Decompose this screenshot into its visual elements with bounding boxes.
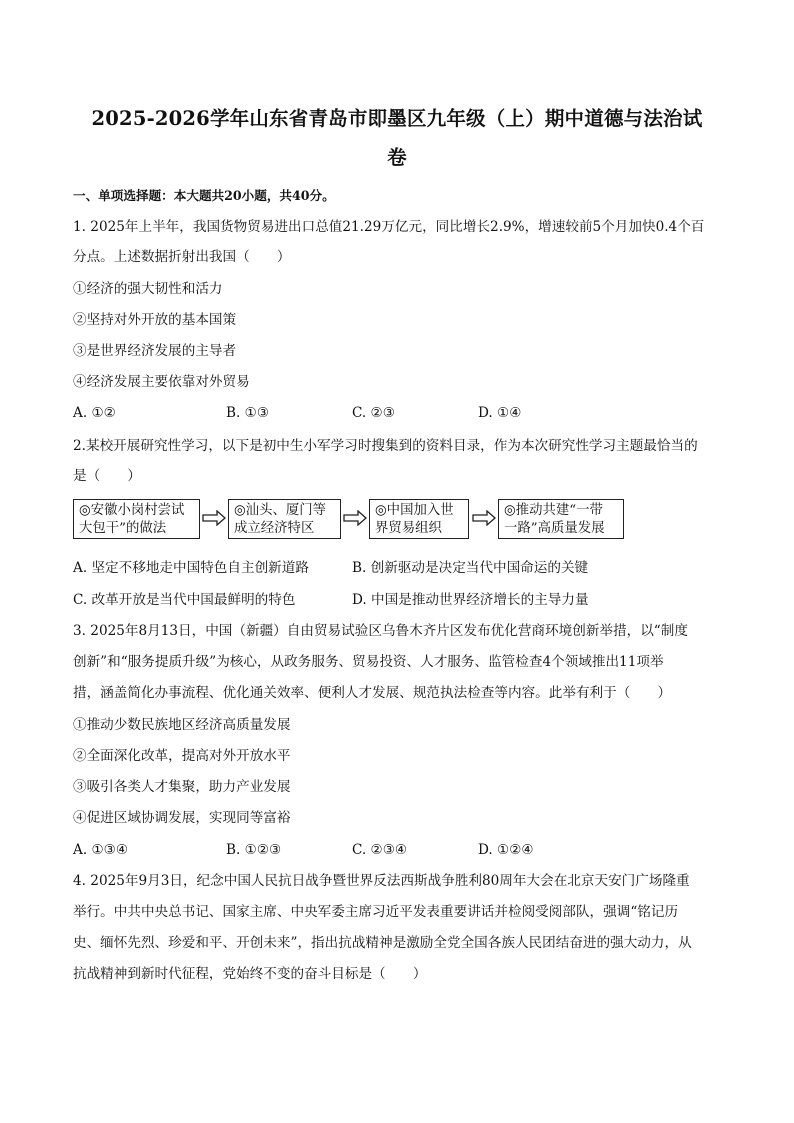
q3-item-4: ④促进区域协调发展，实现同等富裕	[73, 810, 291, 826]
flow-box-2-line2: 成立经济特区	[234, 521, 315, 536]
flow-arrow-icon	[472, 510, 496, 526]
q3-option-c: C. ②③④	[352, 842, 408, 858]
q3-option-a: A. ①③④	[73, 842, 129, 858]
q3-option-d: D. ①②④	[478, 842, 534, 858]
flow-box-1-line1: ◎安徽小岗村尝试	[79, 503, 185, 518]
q3-item-2: ②全面深化改革，提高对外开放水平	[73, 748, 291, 764]
q1-item-2: ②坚持对外开放的基本国策	[73, 312, 237, 328]
q3-stem-line2: 创新”和“服务提质升级”为核心，从政务服务、贸易投资、人才服务、监管检查4个领域推出11项举	[73, 654, 664, 670]
flow-arrow-icon	[343, 510, 367, 526]
q2-flow-diagram	[73, 499, 633, 545]
q2-stem-line2: 是（ ）	[73, 468, 141, 484]
q2-option-a: A. 坚定不移地走中国特色自主创新道路	[73, 560, 309, 576]
q2-option-c: C. 改革开放是当代中国最鲜明的特色	[73, 592, 296, 608]
flow-box-2-line1: ◎汕头、厦门等	[234, 503, 327, 518]
q2-stem-line1: 2.某校开展研究性学习，以下是初中生小军学习时搜集到的资料目录，作为本次研究性学习主题最恰当的	[73, 438, 698, 454]
exam-title-line1: 2025-2026学年山东省青岛市即墨区九年级（上）期中道德与法治试	[91, 107, 703, 130]
flow-box-1-line2: 大包干”的做法	[79, 521, 167, 536]
section-heading: 一、单项选择题：本大题共20小题，共40分。	[73, 188, 335, 203]
q1-option-b: B. ①③	[226, 405, 270, 421]
flow-box-1	[73, 499, 200, 539]
flow-box-4-line1: ◎推动共建“一带	[504, 503, 603, 518]
flow-box-4	[498, 499, 624, 539]
exam-title-line2: 卷	[387, 146, 407, 169]
q1-item-4: ④经济发展主要依靠对外贸易	[73, 374, 250, 390]
q3-stem-line3: 措，涵盖简化办事流程、优化通关效率、便利人才发展、规范执法检查等内容。此举有利于（ ）	[73, 685, 672, 701]
q1-option-a: A. ①②	[73, 405, 116, 421]
q1-stem-line2: 分点。上述数据折射出我国（ ）	[73, 249, 291, 265]
flow-box-2	[228, 499, 341, 539]
q1-option-c: C. ②③	[352, 405, 395, 421]
q4-stem-line4: 抗战精神到新时代征程，党始终不变的奋斗目标是（ ）	[73, 966, 427, 982]
flow-arrow-icon	[202, 510, 226, 526]
flow-box-3-line1: ◎中国加入世	[375, 503, 454, 518]
q4-stem-line2: 举行。中共中央总书记、国家主席、中央军委主席习近平发表重要讲话并检阅受阅部队，强调“铭记历	[73, 904, 679, 920]
q2-option-d: D. 中国是推动世界经济增长的主导力量	[352, 592, 589, 608]
q1-stem-line1: 1. 2025年上半年，我国货物贸易进出口总值21.29万亿元，同比增长2.9%，增速较前5个月加快0.4个百	[73, 219, 705, 235]
q3-item-3: ③吸引各类人才集聚，助力产业发展	[73, 779, 291, 795]
flow-box-3-line2: 界贸易组织	[375, 521, 442, 536]
q1-item-3: ③是世界经济发展的主导者	[73, 343, 237, 359]
q3-stem-line1: 3. 2025年8月13日，中国（新疆）自由贸易试验区乌鲁木齐片区发布优化营商环境创新举措，以“制度	[73, 623, 688, 639]
q4-stem-line3: 史、缅怀先烈、珍爱和平、开创未来”，指出抗战精神是激励全党全国各族人民团结奋进的强大动力，从	[73, 935, 692, 951]
q3-option-b: B. ①②③	[226, 842, 282, 858]
q1-option-d: D. ①④	[478, 405, 522, 421]
q3-item-1: ①推动少数民族地区经济高质量发展	[73, 717, 291, 733]
flow-box-3	[369, 499, 469, 539]
flow-box-4-line2: 一路”高质量发展	[504, 521, 605, 536]
q4-stem-line1: 4. 2025年9月3日，纪念中国人民抗日战争暨世界反法西斯战争胜利80周年大会在北京天安门广场隆重	[73, 873, 690, 889]
q2-option-b: B. 创新驱动是决定当代中国命运的关键	[352, 560, 589, 576]
q1-item-1: ①经济的强大韧性和活力	[73, 281, 223, 297]
